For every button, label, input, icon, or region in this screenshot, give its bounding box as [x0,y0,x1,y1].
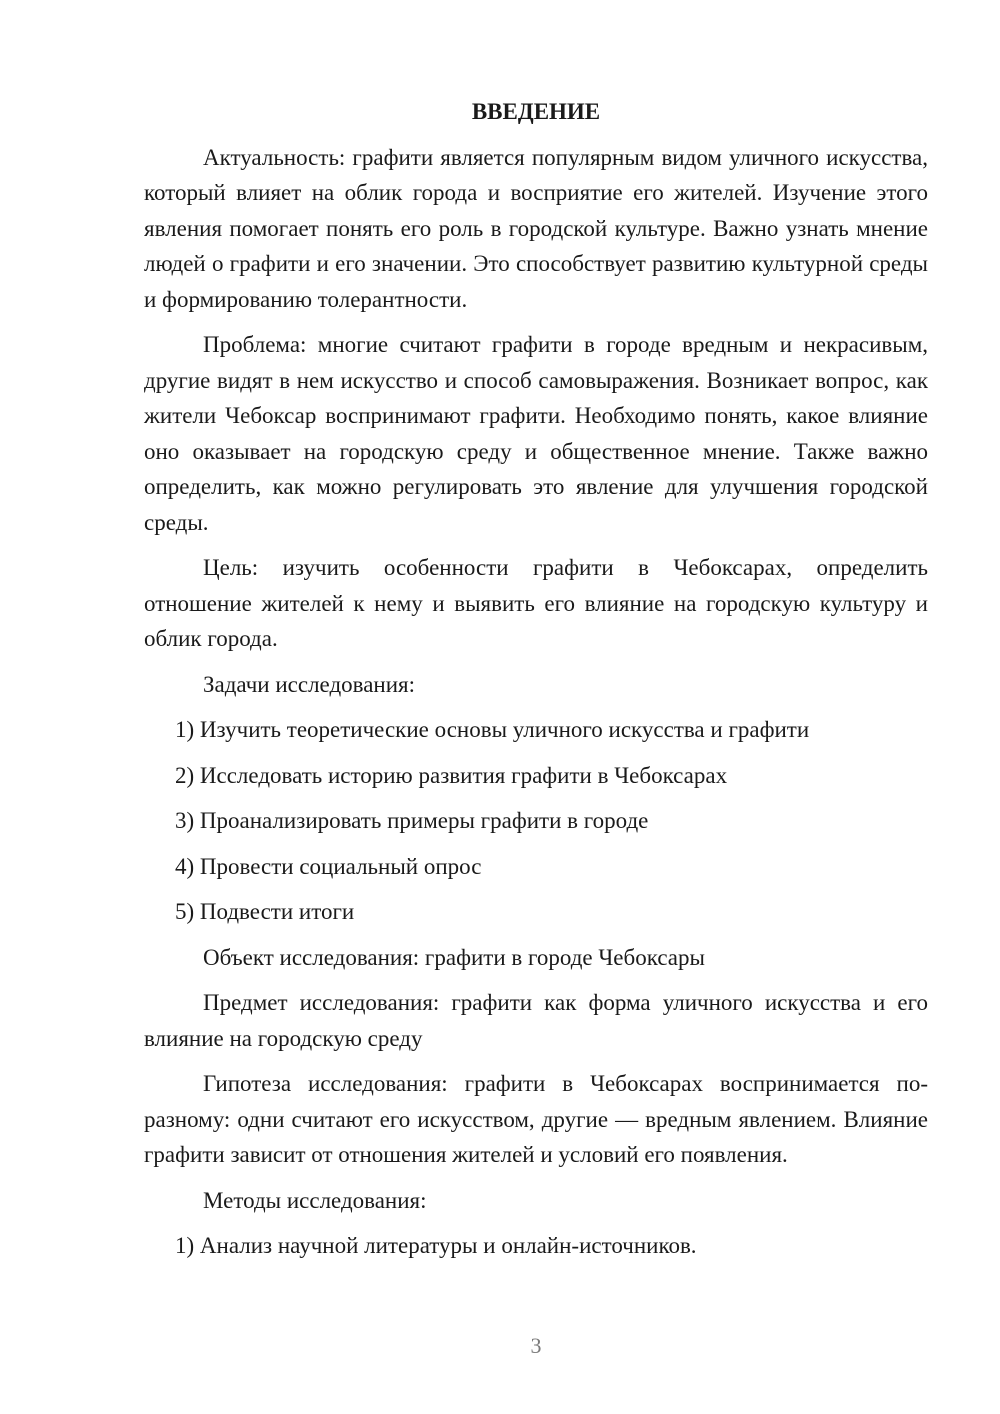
methods-label: Методы исследования: [203,1187,427,1213]
object-paragraph: Объект исследования: графити в городе Чебоксары [203,944,705,970]
list-item: 5) Подвести итоги [175,899,355,924]
page-number: 3 [530,1333,542,1358]
goal-paragraph: Цель: изучить особенности графити в Чебоксарах, определить отношение жителей к нему и выявить его влияние на городскую культуру и облик города. [144,555,928,651]
problem-paragraph: Проблема: многие считают графити в городе вредным и некрасивым, другие видят в нем искусство и способ самовыражения. Возникает вопрос, как жители Чебоксар воспринимают графити. Необходимо понять, какое влияние оно оказывает на городскую среду и общественное мнение. Также важно определить, как можно регулировать это явление для улучшения городской среды. [144,332,928,535]
tasks-label: Задачи исследования: [203,671,416,697]
subject-paragraph: Предмет исследования: графити как форма уличного искусства и его влияние на городскую среду [144,990,928,1051]
hypothesis-paragraph: Гипотеза исследования: графити в Чебоксарах воспринимается по-разному: одни считают его искусством, другие — вредным явлением. Влияние графити зависит от отношения жителей и условий его появления. [144,1071,928,1167]
page-title: ВВЕДЕНИЕ [471,99,601,124]
list-item: 4) Провести социальный опрос [175,853,482,879]
document-page [144,94,928,1274]
list-item: 1) Изучить теоретические основы уличного искусства и графити [175,717,810,742]
methods-list [144,1228,928,1264]
relevance-paragraph: Актуальность: графити является популярным видом уличного искусства, который влияет на облик города и восприятие его жителей. Изучение этого явления помогает понять его роль в городской культуре. Важно узнать мнение людей о графити и его значении. Это способствует развитию культурной среды и формированию толерантности. [144,144,928,312]
tasks-list [144,712,928,930]
list-item: 1) Анализ научной литературы и онлайн-источников. [175,1233,697,1258]
list-item: 3) Проанализировать примеры графити в городе [175,808,649,833]
list-item: 2) Исследовать историю развития графити в Чебоксарах [175,762,728,788]
